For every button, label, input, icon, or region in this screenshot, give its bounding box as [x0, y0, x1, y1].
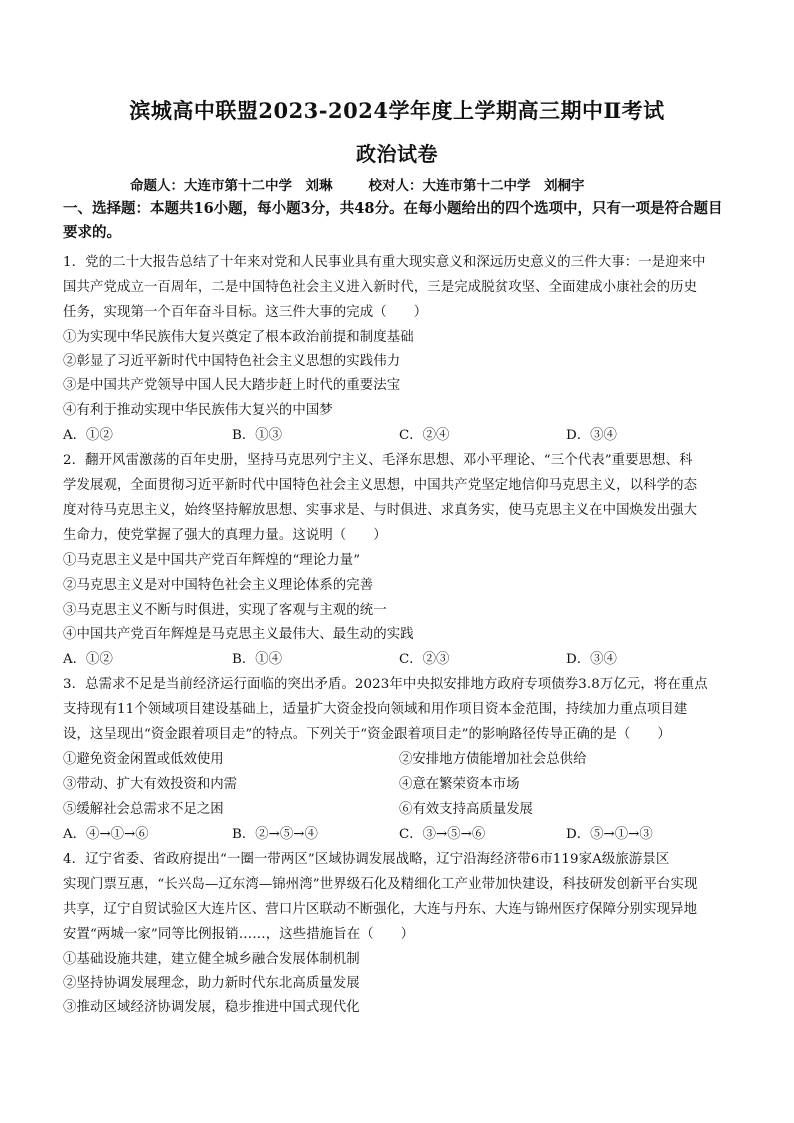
- authors-line: [130, 174, 730, 194]
- q3-item: ③带动、扩大有效投资和内需: [63, 777, 238, 792]
- section-heading: 一、选择题：本题共16小题，每小题3分，共48分。在每小题给出的四个选项中，只有一项是符合题目要求的。: [63, 200, 723, 241]
- option-b: B．①④: [232, 652, 283, 667]
- q2-stem-line: 2．翻开风雷激荡的百年史册，坚持马克思列宁主义、毛泽东思想、邓小平理论、“三个代表”重要思想、科: [63, 453, 693, 468]
- q4-stem-line: 共享，辽宁自贸试验区大连片区、营口片区联动不断强化，大连与丹东、大连与锦州医疗保障分别实现异地: [63, 902, 698, 917]
- q4-item: ①基础设施共建，建立健全城乡融合发展体制机制: [63, 952, 360, 967]
- q4-stem-line: 实现门票互惠，“长兴岛—辽东湾—锦州湾”世界级石化及精细化工产业带加快建设，科技研发创新平台实现: [63, 877, 698, 892]
- q3-stem-line: 支持现有11个领域项目建设基础上，适量扩大资金投向领域和用作项目资本金范围，持续加力重点项目建: [63, 702, 688, 717]
- option-c: C．②③: [399, 652, 450, 667]
- q2-stem-line: 生命力，使党掌握了强大的真理力量。这说明（ ）: [63, 528, 387, 543]
- q1-stem-line: 国共产党成立一百周年，二是中国特色社会主义进入新时代，三是完成脱贫攻坚、全面建成小康社会的历史: [63, 280, 698, 295]
- q1-item: ①为实现中华民族伟大复兴奠定了根本政治前提和制度基础: [63, 330, 414, 345]
- q3-item: ⑤缓解社会总需求不足之困: [63, 802, 224, 817]
- option-d: D．③④: [566, 652, 617, 667]
- option-a: A．①②: [63, 652, 113, 667]
- q1-stem-line: 1．党的二十大报告总结了十年来对党和人民事业具有重大现实意义和深远历史意义的三件大事：一是迎来中: [63, 255, 706, 270]
- q3-item: ④意在繁荣资本市场: [399, 777, 520, 792]
- q2-item: ②马克思主义是对中国特色社会主义理论体系的完善: [63, 578, 374, 593]
- q2-item: ④中国共产党百年辉煌是马克思主义最伟大、最生动的实践: [63, 627, 414, 642]
- option-b: B．①③: [232, 428, 283, 443]
- q4-item: ②坚持协调发展理念，助力新时代东北高质量发展: [63, 976, 360, 991]
- q1-stem-line: 任务，实现第一个百年奋斗目标。这三件大事的完成（ ）: [63, 305, 428, 320]
- exam-subtitle: 政治试卷: [356, 142, 438, 166]
- q1-item: ④有利于推动实现中华民族伟大复兴的中国梦: [63, 403, 333, 418]
- q3-item: ①避免资金闲置或低效使用: [63, 752, 224, 767]
- option-b: B．②→⑤→④: [232, 827, 318, 842]
- q1-item: ③是中国共产党领导中国人民大踏步赶上时代的重要法宝: [63, 378, 401, 393]
- q2-stem-line: 度对待马克思主义，始终坚持解放思想、实事求是、与时俱进、求真务实，使马克思主义在中国焕发出强大: [63, 503, 698, 518]
- option-a: A．①②: [63, 428, 113, 443]
- q2-item: ①马克思主义是中国共产党百年辉煌的“理论力量”: [63, 553, 361, 568]
- option-c: C．③→⑤→⑥: [399, 827, 486, 842]
- option-a: A．④→①→⑥: [63, 827, 149, 842]
- author-setter: 命题人：大连市第十二中学 刘琳: [130, 178, 333, 194]
- q3-stem-line: 设，这呈现出“资金跟着项目走”的特点。下列关于“资金跟着项目走”的影响路径传导正确的是（ ）: [63, 727, 671, 742]
- q4-stem-line: 安置“两城一家”同等比例报销……，这些措施旨在（ ）: [63, 927, 415, 942]
- author-checker: 校对人：大连市第十二中学 刘桐宇: [368, 178, 585, 194]
- option-d: D．③④: [566, 428, 617, 443]
- q1-item: ②彰显了习近平新时代中国特色社会主义思想的实践伟力: [63, 354, 401, 369]
- option-c: C．②④: [399, 428, 450, 443]
- q4-stem-line: 4．辽宁省委、省政府提出“一圈一带两区”区域协调发展战略，辽宁沿海经济带6市119家A级旅游景区: [63, 852, 670, 867]
- q3-item: ⑥有效支持高质量发展: [399, 802, 533, 817]
- q2-item: ③马克思主义不断与时俱进，实现了客观与主观的统一: [63, 603, 387, 618]
- q4-item: ③推动区域经济协调发展，稳步推进中国式现代化: [63, 1000, 360, 1015]
- q3-item: ②安排地方债能增加社会总供给: [399, 752, 587, 767]
- q2-stem-line: 学发展观，全面贯彻习近平新时代中国特色社会主义思想，中国共产党坚定地信仰马克思主义，以科学的态: [63, 478, 698, 493]
- q3-stem-line: 3．总需求不足是当前经济运行面临的突出矛盾。2023年中央拟安排地方政府专项债券3.8万亿元，将在重点: [63, 677, 708, 692]
- option-d: D．⑤→①→③: [566, 827, 653, 842]
- exam-title: 滨城高中联盟2023-2024学年度上学期高三期中Ⅱ考试: [129, 98, 665, 123]
